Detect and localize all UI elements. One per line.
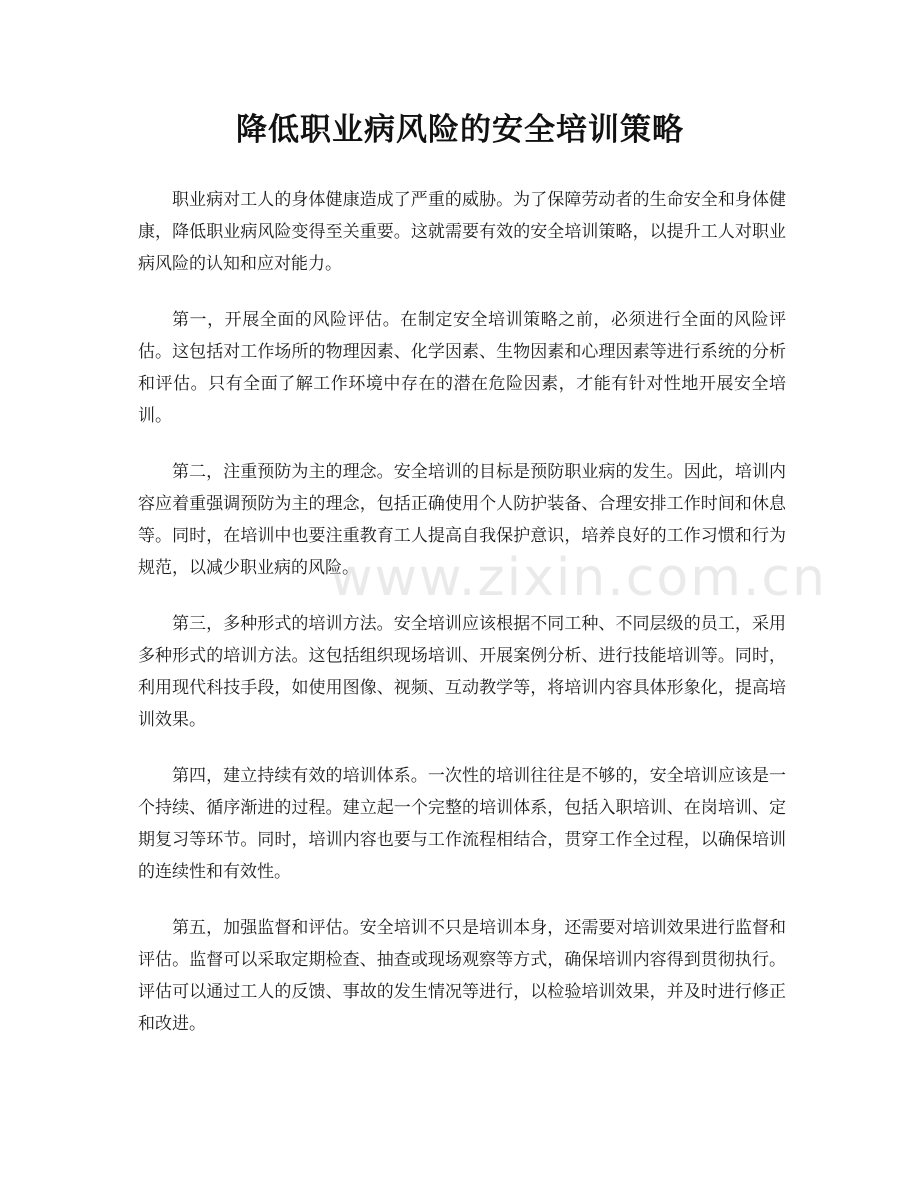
paragraph-intro: 职业病对工人的身体健康造成了严重的威胁。为了保障劳动者的生命安全和身体健康，降低职业病风险变得至关重要。这就需要有效的安全培训策略，以提升工人对职业病风险的认知和应对能力。 [138, 190, 786, 274]
paragraph-fourth: 第四，建立持续有效的培训体系。一次性的培训往往是不够的，安全培训应该是一个持续、循序渐进的过程。建立起一个完整的培训体系，包括入职培训、在岗培训、定期复习等环节。同时，培训内容也要与工作流程相结合，贯穿工作全过程，以确保培训的连续性和有效性。 [138, 766, 786, 882]
paragraph-second: 第二，注重预防为主的理念。安全培训的目标是预防职业病的发生。因此，培训内容应着重强调预防为主的理念，包括正确使用个人防护装备、合理安排工作时间和休息等。同时，在培训中也要注重教育工人提高自我保护意识，培养良好的工作习惯和行为规范，以减少职业病的风险。 [138, 462, 786, 578]
document-title: 降低职业病风险的安全培训策略 [236, 112, 684, 148]
document-body [138, 184, 786, 1064]
paragraph-fifth: 第五，加强监督和评估。安全培训不只是培训本身，还需要对培训效果进行监督和评估。监督可以采取定期检查、抽查或现场观察等方式，确保培训内容得到贯彻执行。评估可以通过工人的反馈、事故的发生情况等进行，以检验培训效果，并及时进行修正和改进。 [138, 918, 786, 1034]
paragraph-third: 第三，多种形式的培训方法。安全培训应该根据不同工种、不同层级的员工，采用多种形式的培训方法。这包括组织现场培训、开展案例分析、进行技能培训等。同时，利用现代科技手段，如使用图像、视频、互动教学等，将培训内容具体形象化，提高培训效果。 [138, 614, 786, 730]
watermark: www.zixin.com.cn [330, 548, 827, 608]
paragraph-first: 第一，开展全面的风险评估。在制定安全培训策略之前，必须进行全面的风险评估。这包括对工作场所的物理因素、化学因素、生物因素和心理因素等进行系统的分析和评估。只有全面了解工作环境中存在的潜在危险因素，才能有针对性地开展安全培训。 [138, 310, 786, 426]
